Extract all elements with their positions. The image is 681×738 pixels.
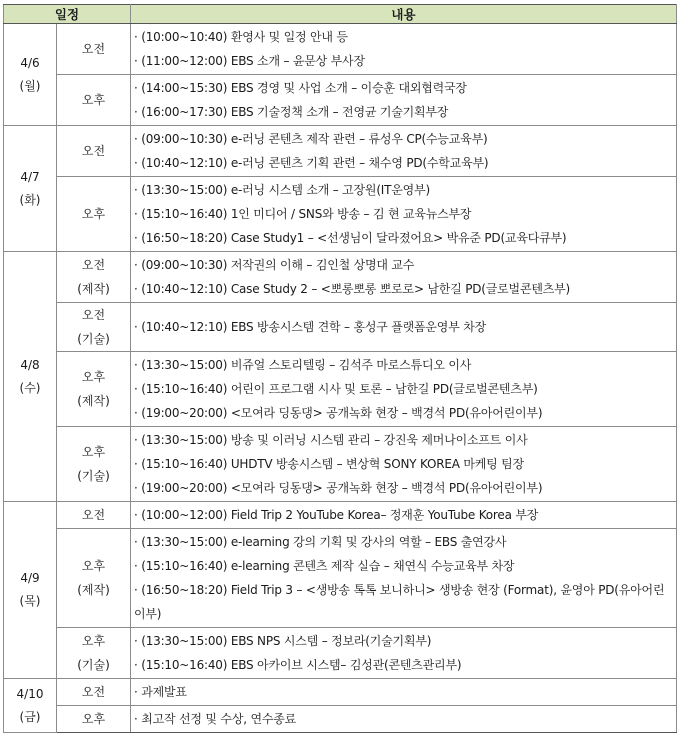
content-cell [131,252,677,303]
period-label: 오전 [81,42,106,56]
content-cell [131,529,677,628]
period-label: 오후 [81,370,106,384]
day-cell [4,679,57,733]
session-item: · (14:00~15:30) EBS 경영 및 사업 소개 – 이승훈 대외협력국장 [134,81,467,95]
period-track: (제작) [77,394,110,408]
period-cell [57,303,131,352]
content-cell [131,75,677,126]
period-label: 오후 [81,712,106,726]
content-cell [131,427,677,502]
session-item: · (15:10~16:40) UHDTV 방송시스템 – 변상혁 SONY KOREA 마케팅 팀장 [134,457,524,471]
session-item: · 과제발표 [134,685,187,699]
session-item: · (09:00~10:30) e-러닝 콘텐츠 제작 관련 – 류성우 CP(수능교육부) [134,132,488,146]
table-row [4,628,677,679]
content-cell [131,177,677,252]
session-item: · (13:30~15:00) EBS NPS 시스템 – 정보라(기술기획부) [134,634,432,648]
period-label: 오전 [81,258,106,272]
header-row [4,5,677,24]
period-cell [57,679,131,706]
session-item: · (15:10~16:40) 어린이 프로그램 시사 및 토론 – 남한길 PD(글로벌콘텐츠부) [134,382,538,396]
content-cell [131,628,677,679]
session-item: · (16:50~18:20) Case Study1 – <선생님이 달라졌어요> 박유준 PD(교육다큐부) [134,231,567,245]
period-label: 오전 [81,685,106,699]
day-date: 4/6 [20,55,40,70]
day-weekday: (월) [19,78,41,93]
content-cell [131,303,677,352]
session-item: · (19:00~20:00) <모여라 딩동댕> 공개녹화 현장 – 백경석 PD(유아어린이부) [134,481,543,495]
period-cell [57,352,131,427]
period-cell [57,529,131,628]
session-item: · (16:00~17:30) EBS 기술정책 소개 – 전영균 기술기획부장 [134,105,449,119]
content-header: 내용 [131,5,677,24]
session-item: · (19:00~20:00) <모여라 딩동댕> 공개녹화 현장 – 백경석 PD(유아어린이부) [134,406,543,420]
session-item: · (10:00~12:00) Field Trip 2 YouTube Korea– 정재훈 YouTube Korea 부장 [134,508,539,522]
period-cell [57,427,131,502]
period-cell [57,628,131,679]
table-row [4,252,677,303]
day-cell [4,126,57,252]
day-cell [4,252,57,502]
content-cell [131,24,677,75]
period-cell [57,24,131,75]
session-item: · (10:00~10:40) 환영사 및 일정 안내 등 [134,30,348,44]
table-row [4,24,677,75]
content-cell [131,706,677,733]
session-item: · (13:30~15:00) e-learning 강의 기획 및 강사의 역할 – EBS 출연강사 [134,535,507,549]
period-label: 오후 [81,445,106,459]
day-date: 4/8 [20,357,40,372]
table-row [4,177,677,252]
period-cell [57,177,131,252]
day-date: 4/10 [16,686,44,701]
day-date: 4/9 [20,571,40,586]
table-row [4,75,677,126]
day-date: 4/7 [20,169,40,184]
period-track: (기술) [77,332,110,346]
period-track: (제작) [77,583,110,597]
period-cell [57,706,131,733]
table-row [4,502,677,529]
session-item: · (13:30~15:00) e-러닝 시스템 소개 – 고장원(IT운영부) [134,183,430,197]
day-weekday: (목) [19,594,41,608]
period-track: (기술) [77,469,110,483]
table-row [4,126,677,177]
session-item: · 최고작 선정 및 수상, 연수종료 [134,712,297,726]
session-item: · (13:30~15:00) 방송 및 이러닝 시스템 관리 – 강진욱 제머나이소프트 이사 [134,433,528,447]
period-label: 오후 [81,93,106,107]
table-row [4,679,677,706]
session-item: · (10:40~12:10) EBS 방송시스템 견학 – 홍성구 플랫폼운영부 차장 [134,320,486,334]
period-cell [57,252,131,303]
table-row [4,529,677,628]
schedule-body [4,24,677,733]
table-row [4,352,677,427]
session-item: · (15:10~16:40) e-learning 콘텐츠 제작 실습 – 채연식 수능교육부 차장 [134,559,515,573]
session-item: · (09:00~10:30) 저작권의 이해 – 김인철 상명대 교수 [134,258,415,272]
period-label: 오후 [81,559,106,573]
session-item: · (10:40~12:10) e-러닝 콘텐츠 기획 관련 – 채수영 PD(수학교육부) [134,156,489,170]
period-cell [57,502,131,529]
session-item: · (15:10~16:40) 1인 미디어 / SNS와 방송 – 김 현 교육뉴스부장 [134,207,472,221]
period-label: 오전 [81,144,106,158]
day-weekday: (수) [19,380,41,395]
table-row [4,303,677,352]
period-label: 오전 [81,308,106,322]
period-cell [57,75,131,126]
day-weekday: (화) [19,192,41,207]
day-weekday: (금) [19,709,41,724]
table-row [4,706,677,733]
day-cell [4,24,57,126]
period-track: (기술) [77,658,110,672]
content-cell [131,679,677,706]
schedule-table [3,4,677,733]
day-cell [4,502,57,679]
session-item: · (10:40~12:10) Case Study 2 – <뽀롱뽀롱 뽀로로> 남한길 PD(글로벌콘텐츠부) [134,282,570,296]
content-cell [131,502,677,529]
content-cell [131,352,677,427]
period-label: 오후 [81,634,106,648]
session-item: · (16:50~18:20) Field Trip 3 – <생방송 톡톡 보니하니> 생방송 현장 (Format), 윤영아 PD(유아어린이부) [134,583,665,621]
schedule-header: 일정 [4,5,131,24]
period-track: (제작) [77,282,110,296]
session-item: · (11:00~12:00) EBS 소개 – 윤문상 부사장 [134,54,365,68]
table-row [4,427,677,502]
content-cell [131,126,677,177]
period-label: 오후 [81,207,106,221]
session-item: · (13:30~15:00) 비쥬얼 스토리텔링 – 김석주 마로스튜디오 이사 [134,358,472,372]
period-cell [57,126,131,177]
period-label: 오전 [81,508,106,522]
session-item: · (15:10~16:40) EBS 아카이브 시스템– 김성관(콘텐츠관리부) [134,658,462,672]
